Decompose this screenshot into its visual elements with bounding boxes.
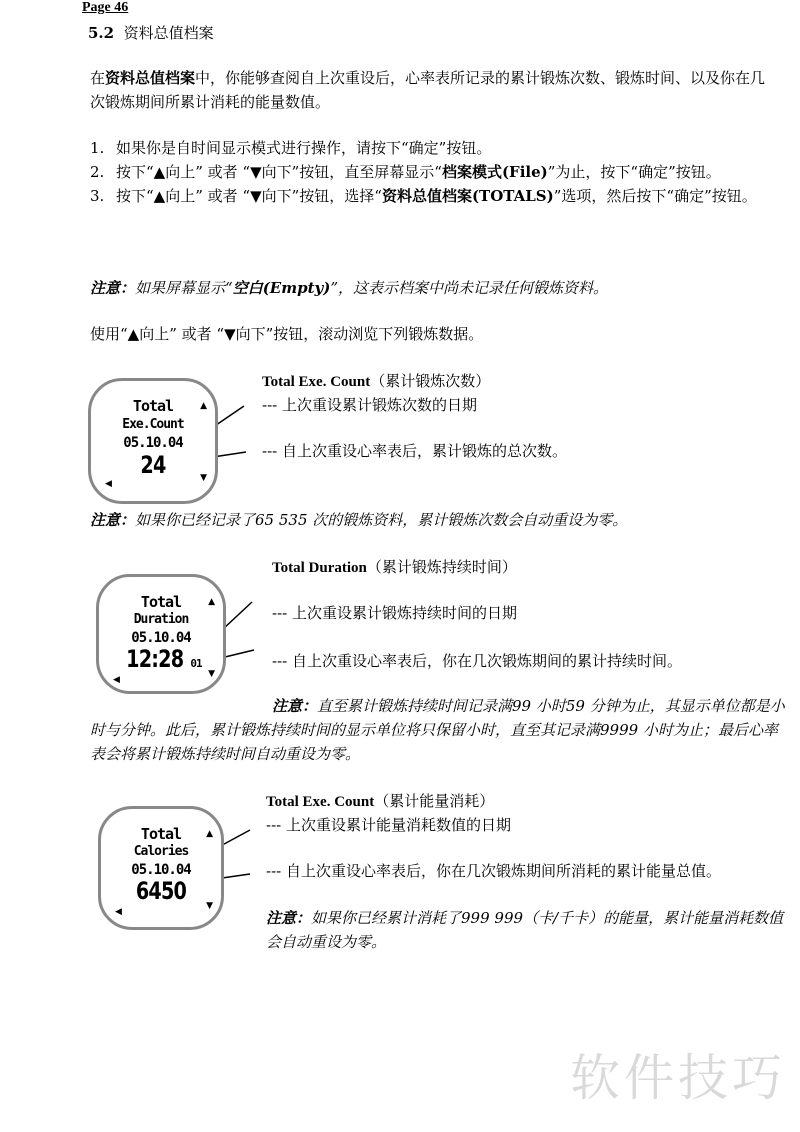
- note-text: 直至累计锻炼持续时间记录满99 小时59 分钟为止，其显示单位都是小: [317, 697, 785, 715]
- screen-line-total: Total: [140, 593, 182, 611]
- note-text: 如果你已经累计消耗了999 999（卡/千卡）的能量，累计能量消耗数值: [311, 909, 784, 927]
- screen-line-label: Calories: [133, 844, 189, 859]
- screen-line-value: 24: [140, 451, 166, 479]
- block3-desc-total: --- 自上次重设心率表后，你在几次锻炼期间所消耗的累计能量总值。: [266, 862, 721, 880]
- section-number: 5.2: [88, 24, 115, 42]
- heading-cn: （累计能量消耗）: [374, 792, 495, 810]
- block3-note-line1: [266, 906, 783, 930]
- note-label: 注意：: [272, 697, 318, 715]
- note-text: ”，这表示档案中尚未记录任何锻炼资料。: [330, 279, 608, 297]
- heading-en: Total Exe. Count: [262, 374, 371, 390]
- screen-line-date: 05.10.04: [123, 435, 183, 451]
- block2-note-line1: [272, 694, 785, 718]
- heading-cn: （累计锻炼次数）: [370, 372, 491, 390]
- step-bold: 资料总值档案(TOTALS): [381, 187, 554, 205]
- step-text: 按下“▲向上” 或者 “▼向下”按钮，选择“: [116, 187, 382, 205]
- block1-desc-date: --- 上次重设累计锻炼次数的日期: [262, 396, 477, 414]
- step-text: 如果你是自时间显示模式进行操作，请按下“确定”按钮。: [116, 139, 492, 157]
- step-text: 按下“▲向上” 或者 “▼向下”按钮，直至屏幕显示“: [116, 163, 442, 181]
- note-text: 如果你已经记录了65 535 次的锻炼资料，累计锻炼次数会自动重设为零。: [135, 511, 628, 529]
- screen-line-date: 05.10.04: [131, 862, 191, 878]
- watermark: 软件技巧: [570, 1049, 786, 1107]
- block1-note: [90, 508, 627, 532]
- intro-pre: 在: [90, 69, 106, 87]
- note-label: 注意：: [90, 279, 136, 297]
- block3-note-line2: 会自动重设为零。: [266, 933, 387, 951]
- note-label: 注意：: [266, 909, 312, 927]
- up-arrow-icon: ▲: [200, 401, 207, 411]
- step-bold: 档案模式(File): [441, 163, 548, 181]
- step-number: 3.: [90, 187, 105, 205]
- block2-note-line3: 表会将累计锻炼持续时间自动重设为零。: [90, 745, 361, 763]
- note-label: 注意：: [90, 511, 136, 529]
- block1-desc-total: --- 自上次重设心率表后，累计锻炼的总次数。: [262, 442, 567, 460]
- screen-line-value: 12:28: [126, 645, 184, 673]
- screen-line-value: 6450: [135, 877, 187, 905]
- step-number: 1.: [90, 139, 105, 157]
- note-bold: 空白(Empty): [232, 279, 331, 297]
- watch-display-duration: [96, 574, 226, 694]
- scroll-instruction: 使用“▲向上” 或者 “▼向下”按钮，滚动浏览下列锻炼数据。: [90, 325, 484, 343]
- screen-line-label: Exe.Count: [122, 417, 184, 432]
- block3-heading: [266, 790, 494, 811]
- screen-line-label: Duration: [133, 612, 189, 627]
- left-arrow-icon: ◀: [105, 479, 112, 489]
- heading-cn: （累计锻炼持续时间）: [366, 558, 517, 576]
- intro-post: 中，你能够查阅自上次重设后，心率表所记录的累计锻炼次数、锻炼时间、以及你在几次锻炼期间所累计消耗的能量数值。: [90, 69, 766, 111]
- block2-note-line2: 时与分钟。此后，累计锻炼持续时间的显示单位将只保留小时，直至其记录满9999 小时为止；最后心率: [90, 721, 778, 739]
- heading-en: Total Duration: [272, 560, 367, 576]
- block2-desc-date: --- 上次重设累计锻炼持续时间的日期: [272, 604, 517, 622]
- down-arrow-icon: ▼: [208, 669, 215, 679]
- note-text: 如果屏幕显示“: [135, 279, 233, 297]
- down-arrow-icon: ▼: [200, 473, 207, 483]
- step-text: ”选项，然后按下“确定”按钮。: [553, 187, 757, 205]
- block2-desc-total: --- 自上次重设心率表后，你在几次锻炼期间的累计持续时间。: [272, 652, 682, 670]
- block3-desc-date: --- 上次重设累计能量消耗数值的日期: [266, 816, 511, 834]
- watch-display-count: [88, 378, 218, 504]
- heading-en: Total Exe. Count: [266, 794, 375, 810]
- screen-line-seconds: 01: [190, 657, 202, 670]
- block1-heading: [262, 370, 490, 391]
- watch-display-calories: [98, 806, 224, 930]
- screen-line-total: Total: [140, 825, 182, 843]
- section-title: 资料总值档案: [123, 24, 214, 42]
- screen-line-total: Total: [132, 397, 174, 415]
- page-label: Page 46: [82, 0, 129, 15]
- screen-line-date: 05.10.04: [131, 630, 191, 646]
- step-text: ”为止，按下“确定”按钮。: [547, 163, 721, 181]
- left-arrow-icon: ◀: [115, 907, 122, 917]
- down-arrow-icon: ▼: [206, 901, 213, 911]
- step-number: 2.: [90, 163, 105, 181]
- up-arrow-icon: ▲: [208, 597, 215, 607]
- left-arrow-icon: ◀: [113, 675, 120, 685]
- screen-line-value-wrap: [99, 645, 223, 673]
- up-arrow-icon: ▲: [206, 829, 213, 839]
- intro-bold: 资料总值档案: [105, 69, 196, 87]
- block2-heading: [272, 556, 517, 577]
